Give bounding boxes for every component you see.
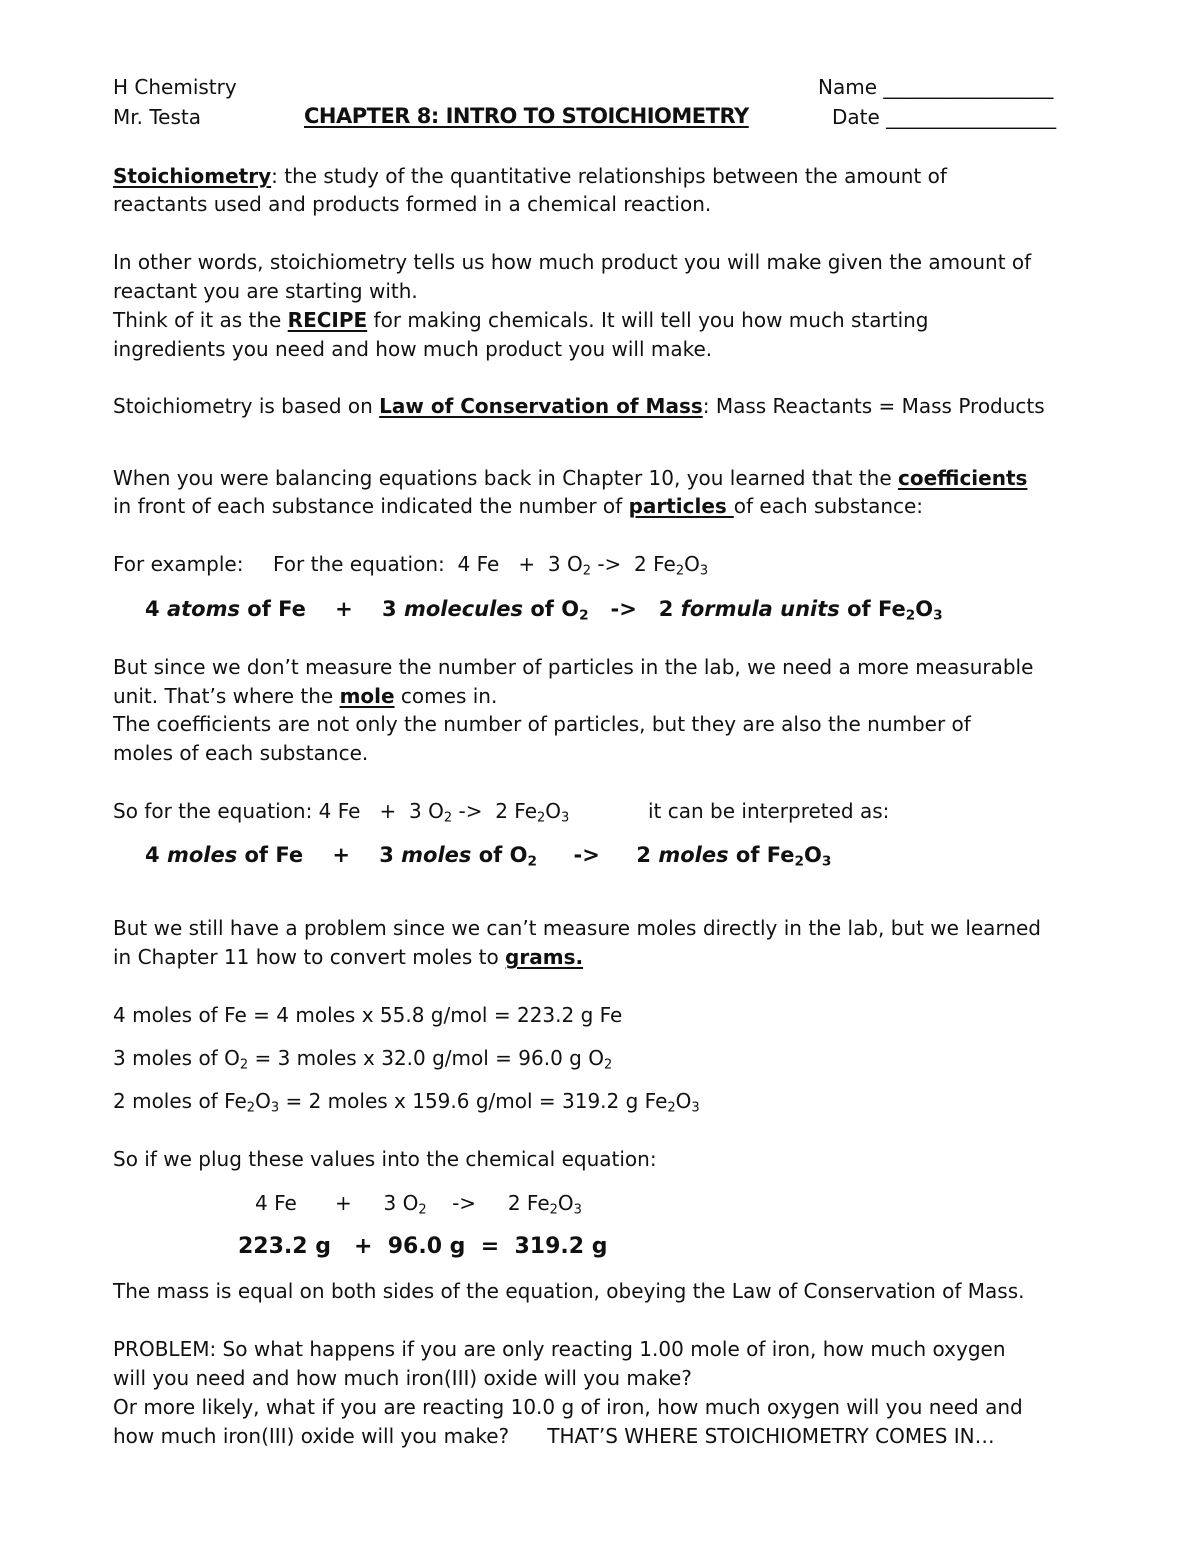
o2-mass-calc: 3 moles of $O_2 = 3$ moles x 32.0 g/mol = 96.0 g $O_2$ [113,1046,613,1073]
course-label: H Chemistry [113,75,237,99]
name-label: Name [818,75,878,99]
intro-line-1: In other words, stoichiometry tells us how much product you will make given the amount of [113,250,1032,274]
particles-equation: 4 atoms of Fe + 3 molecules of $O_2$ -> 2 formula units of $Fe_2O_3$ [145,597,943,624]
recipe-line: Think of it as the RECIPE for making chemicals. It will tell you how much starting [113,308,929,332]
date-label: Date [832,105,880,129]
particles-term: particles [628,494,734,518]
mass-equation: 223.2 g + 96.0 g = 319.2 g [238,1234,608,1259]
date-field[interactable] [832,105,1056,129]
grams-term: grams. [505,945,584,969]
problem-line-2: will you need and how much iron(III) oxide will you make? [113,1366,692,1390]
definition-term: Stoichiometry [113,164,272,188]
grams-line-1: But we still have a problem since we can’t measure moles directly in the lab, but we learned [113,916,1041,940]
conclusion: The mass is equal on both sides of the equation, obeying the Law of Conservation of Mass. [113,1279,1025,1303]
mole-line-1: But since we don’t measure the number of particles in the lab, we need a more measurable [113,655,1034,679]
problem-line-1: PROBLEM: So what happens if you are only reacting 1.00 mole of iron, how much oxygen [113,1337,1006,1361]
page-title: CHAPTER 8: INTRO TO STOICHIOMETRY [304,104,749,128]
moles-equation: 4 moles of Fe + 3 moles of $O_2$ -> 2 moles of $Fe_2O_3$ [145,843,832,870]
grams-line-2: in Chapter 11 how to convert moles to grams. [113,945,584,969]
coefficients-term: coefficients [897,466,1028,490]
mole-line-3: The coefficients are not only the number of particles, but they are also the number of [113,712,971,736]
mole-term: mole [339,684,395,708]
recipe-line-2: ingredients you need and how much product you will make. [113,337,713,361]
problem-line-4: how much iron(III) oxide will you make? THAT’S WHERE STOICHIOMETRY COMES IN… [113,1424,995,1448]
problem-line-3: Or more likely, what if you are reacting 10.0 g of iron, how much oxygen will you need and [113,1395,1023,1419]
law-term: Law of Conservation of Mass [379,394,703,418]
recipe-term: RECIPE [287,308,368,332]
date-blank[interactable]: _________________ [886,105,1057,129]
mole-line-4: moles of each substance. [113,741,369,765]
example-label: For example: [113,552,244,576]
definition-line-1: Stoichiometry: the study of the quantitative relationships between the amount of [113,164,947,188]
law-line: Stoichiometry is based on Law of Conservation of Mass: Mass Reactants = Mass Products [113,394,1045,418]
coefficients-line-1: When you were balancing equations back in Chapter 10, you learned that the coefficients [113,466,1028,490]
name-field[interactable] [818,75,1053,99]
teacher-label: Mr. Testa [113,105,201,129]
name-blank[interactable]: _________________ [883,75,1054,99]
plug-equation: 4 Fe + 3 $O_2$ -> 2 $Fe_2O_3$ [255,1191,582,1218]
fe2o3-mass-calc: 2 moles of $Fe_2O_3 = 2$ moles x 159.6 g/mol = 319.2 g $Fe_2O_3$ [113,1089,700,1116]
interpret-suffix: it can be interpreted as: [648,799,890,823]
intro-line-2: reactant you are starting with. [113,279,418,303]
mole-line-2: unit. That’s where the mole comes in. [113,684,498,708]
plug-intro: So if we plug these values into the chemical equation: [113,1147,657,1171]
interpret-equation: So for the equation: 4 Fe + 3 $O_2 -> 2$ $Fe_2O_3$ [113,799,570,826]
coefficients-line-2: in front of each substance indicated the number of particles of each substance: [113,494,924,518]
fe-mass-calc: 4 moles of Fe = 4 moles x 55.8 g/mol = 223.2 g Fe [113,1003,623,1027]
example-equation: For the equation: 4 Fe + 3 $O_2 -> 2$ $Fe_2O_3$ [273,552,709,579]
definition-line-2: reactants used and products formed in a chemical reaction. [113,192,712,216]
